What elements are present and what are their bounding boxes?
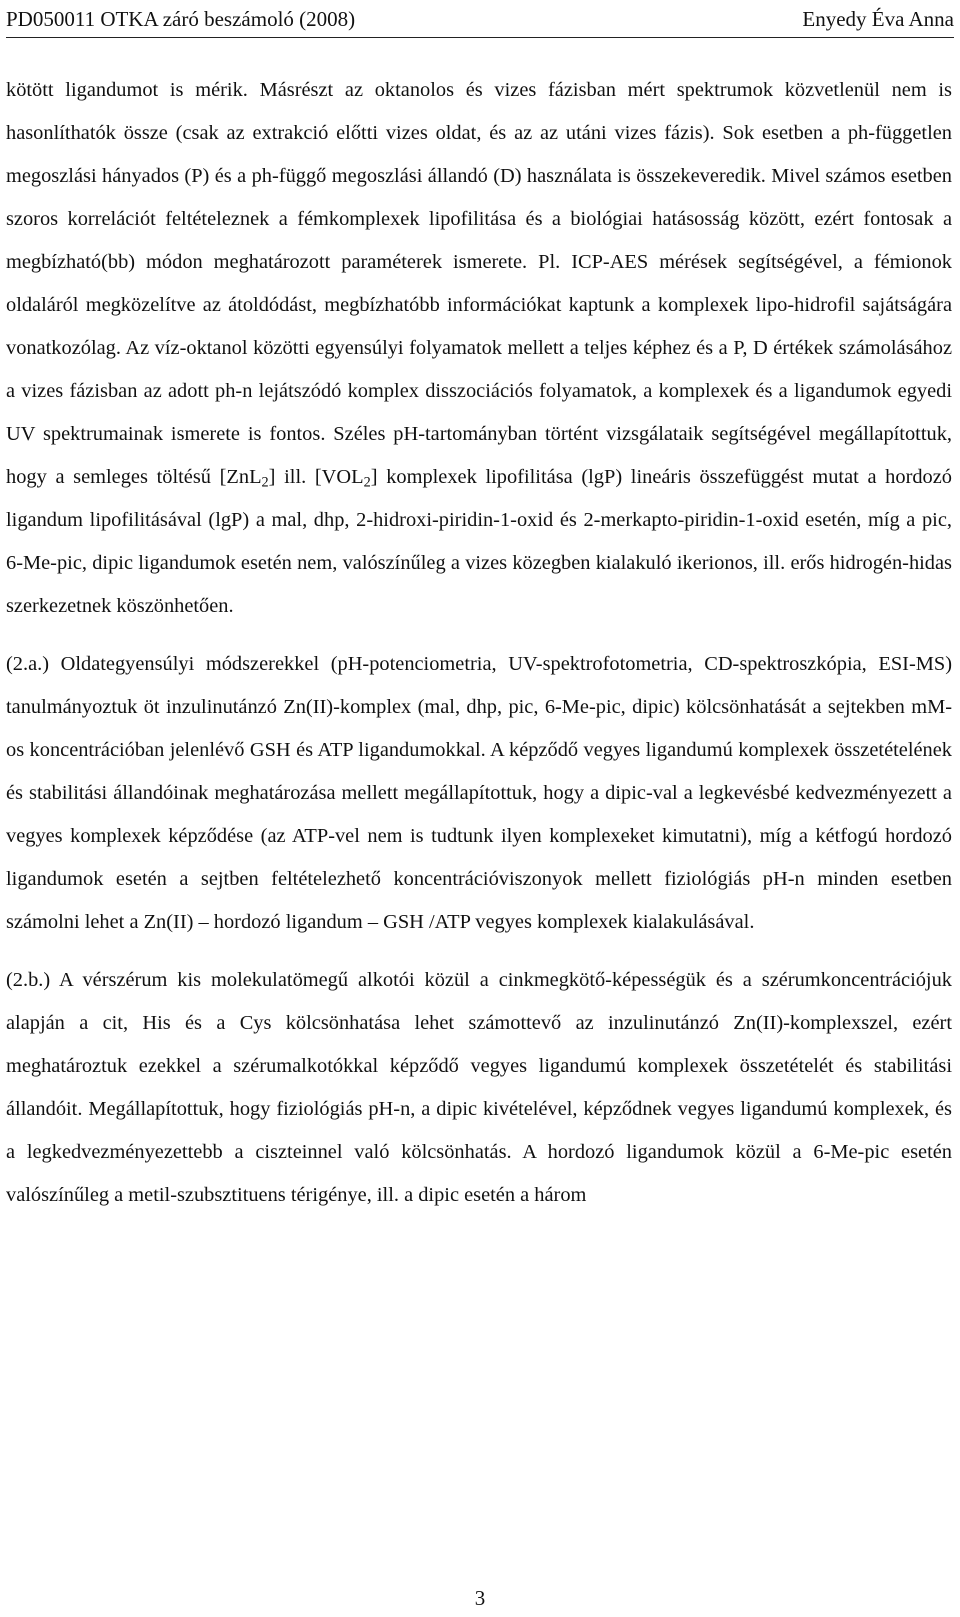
subscript: 2	[363, 474, 371, 491]
paragraph-text: ] ill. [VOL	[268, 466, 364, 488]
paragraph-text: kötött ligandumot is mérik. Másrészt az oktanolos és vizes fázisban mért spektrumok közvetlenül nem is hasonlíthatók össze (csak az extrakció előtti vizes oldat, és az az utáni vizes fázis). Sok esetben a ph-független megoszlási hányados (P) és a ph-függő megoszlási állandó (D) használata is összekeveredik. Mivel számos esetben szoros korrelációt feltételeznek a fémkomplexek lipofilitása és a biológiai hatásosság között, ezért fontosak a megbízható(bb) módon meghatározott paraméterek ismerete. Pl. ICP-AES mérések segítségével, a fémionok oldaláról megközelítve az átoldódást, megbízhatóbb információkat kaptunk a komplexek lipo-hidrofil sajátságára vonatkozólag. Az víz-oktanol közötti egyensúlyi folyamatok mellett a teljes képhez és a P, D értékek számolásához a vizes fázisban az adott ph-n lejátszódó komplex disszociációs folyamatok, a komplexek és a ligandumok egyedi UV spektrumainak ismerete is fontos. Széles pH-tartományban történt vizsgálataik segítségével megállapítottuk, hogy a semleges töltésű [ZnL	[6, 79, 952, 488]
paragraph-lipophilicity	[6, 69, 952, 628]
paragraph-section-2b: (2.b.) A vérszérum kis molekulatömegű alkotói közül a cinkmegkötő-képességük és a szérumkoncentrációjuk alapján a cit, His és a Cys kölcsönhatása lehet számottevő az inzulinutánzó Zn(II)-komplexszel, ezért meghatároztuk ezekkel a szérumalkotókkal képződő vegyes ligandumú komplexek összetételét és stabilitási állandóit. Megállapítottuk, hogy fiziológiás pH-n, a dipic kivételével, képződnek vegyes ligandumú komplexek, és a legkedvezményezettebb a ciszteinnel való kölcsönhatás. A hordozó ligandumok közül a 6-Me-pic esetén valószínűleg a metil-szubsztituens térigénye, ill. a dipic esetén a három	[6, 969, 952, 1206]
header-author: Enyedy Éva Anna	[802, 7, 954, 31]
running-header	[6, 4, 954, 34]
paragraph-text: ] komplexek lipofilitása (lgP) lineáris összefüggést mutat a hordozó ligandum lipofilitásával (lgP) a mal, dhp, 2-hidroxi-piridin-1-oxid és 2-merkapto-piridin-1-oxid esetén, míg a pic, 6-Me-pic, dipic ligandumok esetén nem, valószínűleg a vizes közegben kialakuló ikerionos, ill. erős hidrogén-hidas szerkezetnek köszönhetően.	[6, 466, 952, 617]
paragraph-section-2a: (2.a.) Oldategyensúlyi módszerekkel (pH-potenciometria, UV-spektrofotometria, CD-spektroszkópia, ESI-MS) tanulmányoztuk öt inzulinutánzó Zn(II)-komplex (mal, dhp, pic, 6-Me-pic, dipic) kölcsönhatását a sejtekben mM-os koncentrációban jelenlévő GSH és ATP ligandumokkal. A képződő vegyes ligandumú komplexek összetételének és stabilitási állandóinak meghatározása mellett megállapítottuk, hogy a dipic-val a legkevésbé kedvezményezett a vegyes komplexek képződése (az ATP-vel nem is tudtunk ilyen komplexeket kimutatni), míg a kétfogú hordozó ligandumok esetén a sejtben feltételezhető koncentrációviszonyok mellett fiziológiás pH-n minden esetben számolni lehet a Zn(II) – hordozó ligandum – GSH /ATP vegyes komplexek kialakulásával.	[6, 653, 952, 933]
subscript: 2	[261, 474, 269, 491]
header-divider	[6, 37, 954, 38]
header-project-title: PD050011 OTKA záró beszámoló (2008)	[6, 7, 356, 31]
page-number: 3	[474, 1586, 486, 1610]
body-text	[6, 69, 952, 1217]
